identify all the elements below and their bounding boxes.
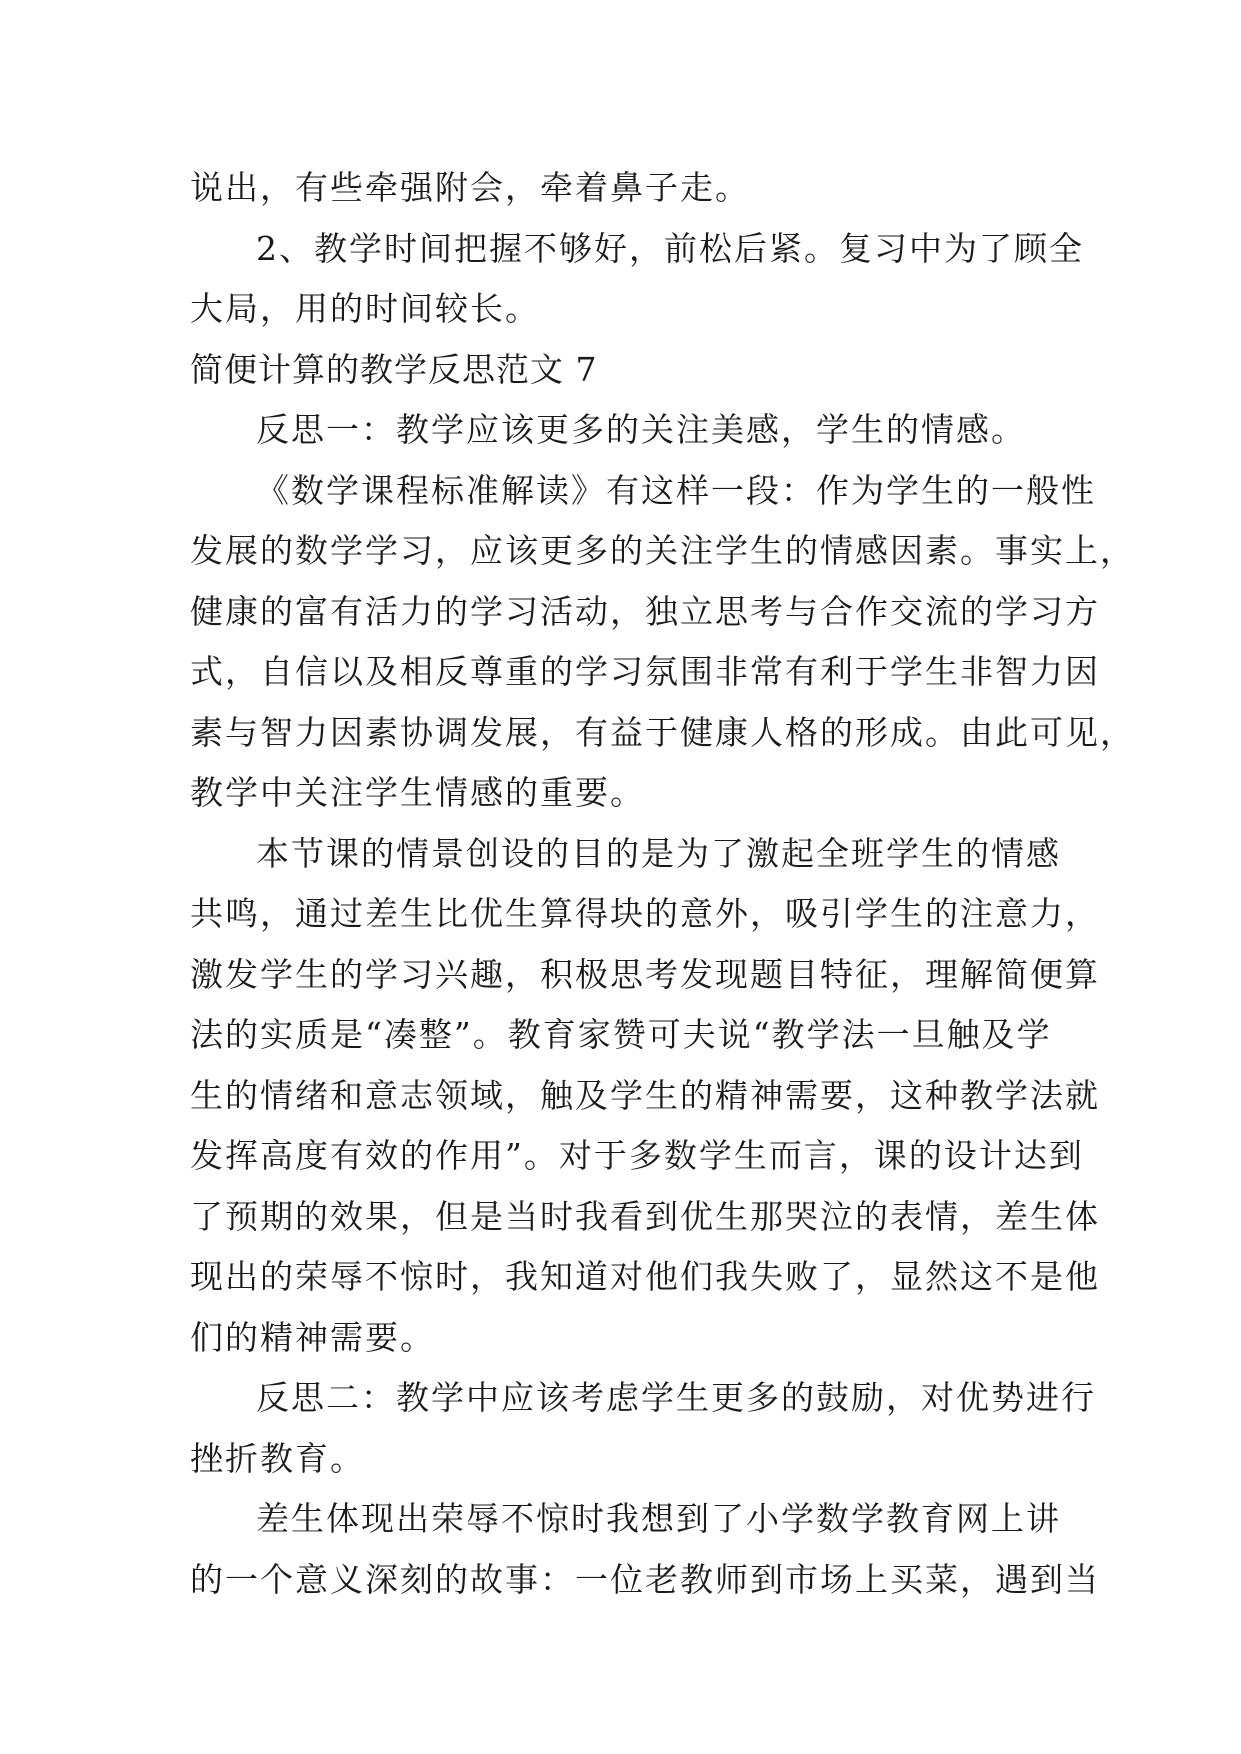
text-line: 发挥高度有效的作用”。对于多数学生而言，课的设计达到 [190,1136,1084,1175]
text-line: 生的情绪和意志领域，触及学生的精神需要，这种教学法就 [190,1075,1100,1115]
text-line: 说出，有些牵强附会，牵着鼻子走。 [190,168,750,207]
text-line: 《数学课程标准解读》有这样一段：作为学生的一般性 [256,470,1096,510]
text-line: 教学中关注学生情感的重要。 [190,773,645,812]
text-line: 本节课的情景创设的目的是为了激起全班学生的情感 [256,833,1061,873]
text-line: 共鸣，通过差生比优生算得块的意外，吸引学生的注意力， [190,894,1100,933]
section-heading: 简便计算的教学反思范文 7 [190,349,598,389]
text-line: 反思二：教学中应该考虑学生更多的鼓励，对优势进行 [256,1378,1096,1417]
text-line: 现出的荣辱不惊时，我知道对他们我失败了，显然这不是他 [190,1257,1100,1296]
text-line: 挫折教育。 [190,1438,365,1478]
text-line: 了预期的效果，但是当时我看到优生那哭泣的表情，差生体 [190,1196,1100,1236]
text-line: 素与智力因素协调发展，有益于健康人格的形成。由此可见， [190,712,1135,752]
text-line: 2、教学时间把握不够好，前松后紧。复习中为了顾全 [256,228,1084,268]
text-line: 的一个意义深刻的故事：一位老教师到市场上买菜，遇到当 [190,1559,1100,1599]
document-page [190,158,1135,1610]
text-line: 发展的数学学习，应该更多的关注学生的情感因素。事实上， [190,531,1135,570]
text-line: 法的实质是“凑整”。教育家赞可夫说“教学法一旦触及学 [190,1015,1052,1054]
text-line: 激发学生的学习兴趣，积极思考发现题目特征，理解简便算 [190,954,1100,994]
text-line: 式，自信以及相反尊重的学习氛围非常有利于学生非智力因 [190,652,1100,691]
text-line: 差生体现出荣辱不惊时我想到了小学数学教育网上讲 [256,1499,1061,1538]
text-line: 大局，用的时间较长。 [190,289,540,328]
text-line: 们的精神需要。 [190,1317,435,1357]
text-line: 健康的富有活力的学习活动，独立思考与合作交流的学习方 [190,591,1100,631]
text-line: 反思一：教学应该更多的关注美感，学生的情感。 [256,410,1026,449]
